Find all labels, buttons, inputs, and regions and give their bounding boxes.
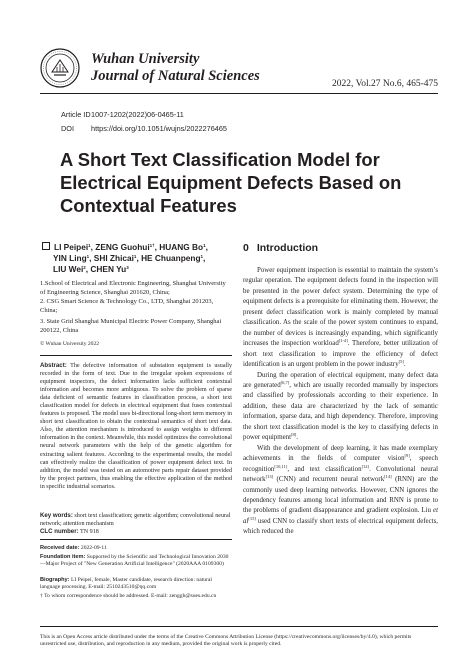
doi-link[interactable]: https://doi.org/10.1051/wujns/2022276465: [91, 124, 227, 133]
author: HUANG Bo: [159, 242, 204, 252]
citation[interactable]: [10,11]: [274, 463, 288, 469]
citation[interactable]: [13]: [265, 474, 274, 480]
biography-label: Biography:: [40, 577, 70, 583]
citation[interactable]: [6,7]: [280, 379, 290, 385]
author-sup: 1: [203, 243, 206, 248]
text-run: Power equipment inspection is essential to maintain the system’s regular operation. The equipment defects found in the inspection will be presented in the power defect system. Determining the type of equipment defects is a prerequisite for eliminating them. However, the present defect classification work is mainly completed by manual classification. As the scale of the power system continues to expand, the number of devices is increasingly expanding, which significantly increases the inspection workload: [243, 267, 438, 348]
text-run: (CNN) and recurrent neural network: [273, 476, 385, 484]
paper-title: A Short Text Classification Model for Electrical Equipment Defects Based on Contextual Features: [60, 149, 402, 216]
journal-name-line1: Wuhan University: [91, 51, 200, 67]
section-heading: [243, 242, 318, 254]
received-date: [40, 545, 232, 552]
author: SHI Zhicai: [93, 253, 134, 263]
foundation-value: Supported by the Scientific and Technological Innovation 2030—Major Project of "New Generation Artificial Intelligence" (2020AAA 0109300): [40, 554, 229, 568]
author-sup: 1: [200, 254, 204, 259]
footer-rule: [40, 626, 438, 627]
clc-number: [40, 528, 99, 536]
text-run: , speech recognition: [243, 455, 438, 473]
text-run: (RNN) are the commonly used deep learning networks. However, CNN ignores the dependency features among local information and RNN is prone to the problems of gradient disappearance and gradient explosion. Liu: [243, 476, 438, 515]
keywords-label: Key words:: [40, 512, 73, 519]
author-list: LI Peipei$^1$, ZENG Guohui$^{1\dagger}$, HUANG Bo$^1$, YIN Ling$^1$, SHI Zhicai$^1$, HE Chuanpeng$^1$, LIU Wei$^2$, CHEN Yu$^3$: [42, 242, 232, 275]
text-run: During the operation of electrical equipment, many defect data are generated: [243, 371, 438, 389]
notes-rule: [40, 539, 232, 540]
volume-info: 2022, Vol.27 No.6, 465-475: [331, 79, 438, 89]
text-run: , and text classification: [287, 465, 362, 473]
journal-name-line2: Journal of Natural Sciences: [91, 68, 260, 84]
abstract-rule: [40, 355, 232, 356]
author: HE Chuanpeng: [141, 253, 201, 263]
keywords: [40, 512, 232, 528]
citation[interactable]: [1-4]: [338, 338, 348, 344]
author: LI Peipei: [54, 242, 89, 252]
keywords-text: short text classification; genetic algorithm; convolutional neural network; attention mechanism: [40, 513, 231, 528]
author: ZENG Guohui: [95, 242, 150, 252]
text-run: used CNN to classify short texts of electrical equipment defects, which reduced the: [243, 517, 438, 536]
header-rule: [40, 93, 438, 94]
received-label: Received date:: [40, 545, 80, 551]
author-sup: 2: [83, 265, 86, 270]
affiliation: 3. State Grid Shanghai Municipal Electric Power Company, Shanghai 200122, China: [40, 318, 222, 334]
copyright: © Wuhan University 2022: [40, 341, 100, 347]
author: LIU Wei: [53, 264, 84, 274]
text-run: . Therefore, better utilization of short text classification to improve the efficiency of defect identification is an urgent problem in the power industry: [243, 340, 438, 369]
license-footer: This is an Open Access article distributed under the terms of the Creative Commons Attribution License (https://creativecommons.org/licenses/by/4.0), which permits unrestricted use, distribution, and reproduction in any medium, provided the original work is properly cited.: [40, 634, 412, 648]
author: YIN Ling: [53, 253, 87, 263]
clc-label: CLC number:: [40, 528, 79, 535]
received-value: 2022-09-11: [80, 545, 107, 551]
citation[interactable]: [12]: [361, 463, 370, 469]
abstract: [40, 362, 232, 491]
university-seal-logo: [40, 48, 80, 88]
section-number: 0: [243, 242, 249, 254]
citation[interactable]: [9]: [404, 453, 410, 459]
author-sup: 3: [126, 265, 129, 270]
doi-label: DOI: [61, 124, 74, 133]
corresponding-note: † To whom correspondence should be addressed. E-mail: zenggh@sues.edu.cn: [40, 593, 217, 599]
author-sup: 1: [133, 254, 137, 259]
paragraph: [243, 444, 438, 538]
author-sup: 1: [88, 243, 91, 248]
article-id-value: 1007-1202(2022)06-0465-11: [91, 110, 184, 119]
citation[interactable]: [8]: [291, 432, 297, 438]
text-run: .: [403, 361, 406, 369]
citation[interactable]: [15]: [248, 515, 256, 521]
abstract-text: The defective information of substation equipment is usually recorded in the form of text. Due to the irregular spoken expressions of equipment inspectors, the defect information lacks sufficient contextual information and becomes more ambiguous. To solve the problem of sparse data deficient of semantic features in classification process, a short text classification model for defects in electrical equipment that fuses contextual features is proposed. The model uses bi-directional long-short term memory in short text classification to obtain the contextual semantics of short text data. Also, the attention mechanism is introduced to assign weights to different information in the context. Meanwhile, this model optimizes the convolutional neural network parameters with the help of the genetic algorithm for extracting salient features. According to the experimental results, the model can effectively realize the classification of power equipment defect text. In addition, the model was tested on an automotive parts repair dataset provided by the project partners, thus enabling the effective application of the method in specific industrial scenarios.: [40, 363, 232, 490]
author: CHEN Yu: [90, 264, 127, 274]
paragraph: [243, 371, 438, 444]
clc-text: TN 918: [80, 529, 99, 535]
affiliation: 2. CSG Smart Science & Technology Co., LTD, Shanghai 201203, China;: [40, 298, 214, 314]
article-id-label: Article ID: [61, 110, 91, 119]
checkbox-icon: [42, 242, 50, 250]
paragraph: [243, 266, 438, 371]
author-sup: 1: [86, 254, 90, 259]
text-run: , which are usually recorded manually by inspectors and classified by professionals according to their experience. In addition, these data are characterized by the lack of semantic information, sparse data, and high dependency. Therefore, improving the short text classification model is the key to classifying defects in power equipment: [243, 381, 438, 442]
abstract-label: Abstract:: [40, 362, 67, 369]
text-run: .: [296, 434, 299, 442]
article-id: [61, 110, 184, 119]
doi: [61, 124, 227, 133]
foundation-item: [40, 554, 232, 568]
biography-value: LI Peipei, female, Master candidate, research direction: natural language processing. E-mail: 2510243510@qq.com: [40, 577, 212, 591]
body-text: [243, 266, 438, 538]
foundation-label: Foundation item:: [40, 554, 86, 560]
text-run: With the development of deep learning, it has made exemplary achievements in the fields of computer vision: [243, 444, 438, 463]
citation[interactable]: [5]: [398, 359, 404, 365]
author-sup: 1†: [149, 243, 155, 248]
citation[interactable]: [14]: [384, 474, 392, 480]
text-run: . Convolutional neural network: [243, 465, 438, 484]
text-run: et al: [243, 507, 438, 525]
affiliation: 1.School of Electrical and Electronic Engineering, Shanghai University of Engineering Science, Shanghai 201620, China;: [40, 280, 226, 296]
section-title: Introduction: [256, 242, 319, 254]
biography: [40, 577, 232, 591]
